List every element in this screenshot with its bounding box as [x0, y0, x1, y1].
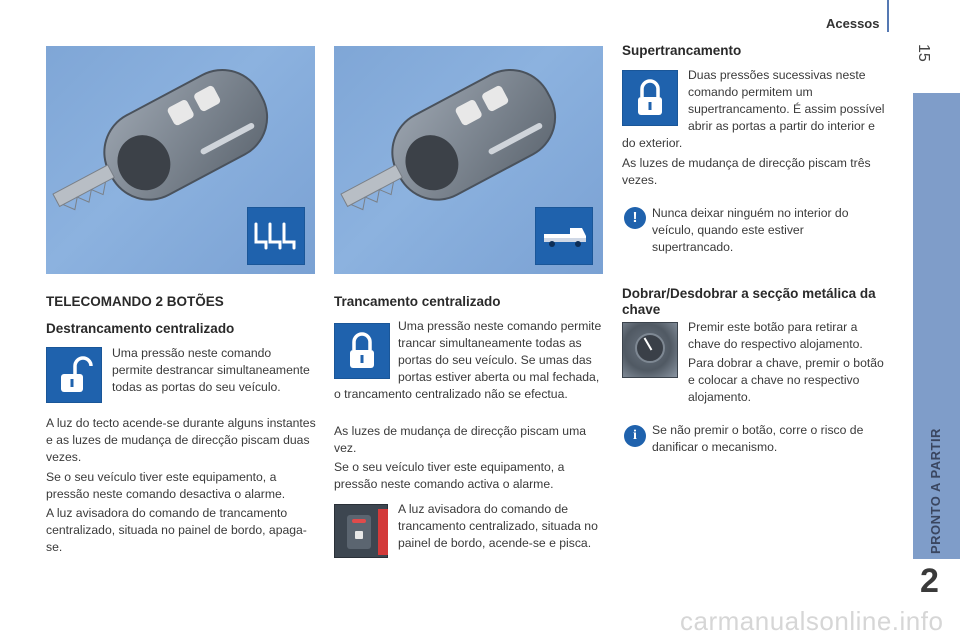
key-fold-info-text: Se não premir o botão, corre o risco de danificar o mecanismo. — [652, 423, 864, 454]
unlock-paragraph-3: A luz avisadora do comando de trancamento centralizado, situada no painel de bordo, apaga-se. — [46, 506, 307, 554]
switch-lock-icon — [355, 531, 363, 539]
key-release-button-photo — [622, 322, 678, 378]
dashboard-warning-light — [378, 509, 388, 555]
lock-subtitle: Trancamento centralizado — [334, 294, 501, 309]
key-fold-text-1: Premir este botão para retirar a chave do respectivo alojamento. — [688, 320, 863, 351]
van-icon — [535, 207, 593, 265]
key-fob-photo-lock — [334, 46, 603, 274]
key-fold-subtitle: Dobrar/Desdobrar a secção metálica da chave — [622, 286, 876, 317]
dashboard-lock-button-photo — [334, 504, 388, 558]
header-section-title: Acessos — [826, 16, 880, 31]
dashboard-lock-switch — [347, 515, 371, 549]
unlock-padlock-icon — [46, 347, 102, 403]
key-fold-text-2: Para dobrar a chave, premir o botão e colocar a chave no respectivo alojamento. — [688, 356, 884, 404]
unlock-paragraph-1: A luz do tecto acende-se durante alguns instantes e as luzes de mudança de direcção piscam duas vezes. — [46, 416, 316, 464]
unlock-intro-text: Uma pressão neste comando permite destrancar simultaneamente todas as portas do seu veículo. — [112, 346, 310, 394]
watermark: carmanualsonline.info — [680, 606, 944, 636]
info-icon: i — [624, 425, 646, 447]
lock-paragraph-1: As luzes de mudança de direcção piscam uma vez. — [334, 424, 587, 455]
key-fob-photo-unlock — [46, 46, 315, 274]
deadlock-intro-text: Duas pressões sucessivas neste comando permitem um supertrancamento. É assim possível abrir as portas a partir do interior e do exterior. — [622, 68, 885, 150]
deadlock-paragraph-1: As luzes de mudança de direcção piscam três vezes. — [622, 156, 871, 187]
warning-icon: ! — [624, 207, 646, 229]
switch-indicator — [352, 519, 366, 523]
chapter-label: PRONTO A PARTIR — [928, 428, 943, 554]
page-number: 15 — [915, 44, 932, 62]
lock-paragraph-2: Se o seu veículo tiver este equipamento, a pressão neste comando activa o alarme. — [334, 460, 565, 491]
header-divider — [887, 0, 889, 32]
seats-icon — [247, 207, 305, 265]
section-title: TELECOMANDO 2 BOTÕES — [46, 294, 224, 309]
unlock-paragraph-2: Se o seu veículo tiver este equipamento, a pressão neste comando desactiva o alarme. — [46, 470, 286, 501]
deadlock-subtitle: Supertrancamento — [622, 43, 742, 58]
lock-intro-text: Uma pressão neste comando permite trancar simultaneamente todas as portas do seu veículo. Se umas das portas estiver aberta ou mal fechada, o trancamento centralizado não se efectua. — [334, 319, 602, 401]
unlock-subtitle: Destrancamento centralizado — [46, 321, 235, 336]
lock-note-text: A luz avisadora do comando de trancamento centralizado, situada no painel de bordo, acende-se e pisca. — [398, 502, 598, 550]
deadlock-warning-text: Nunca deixar ninguém no interior do veículo, quando este estiver supertrancado. — [652, 206, 849, 254]
chapter-number: 2 — [920, 562, 939, 600]
